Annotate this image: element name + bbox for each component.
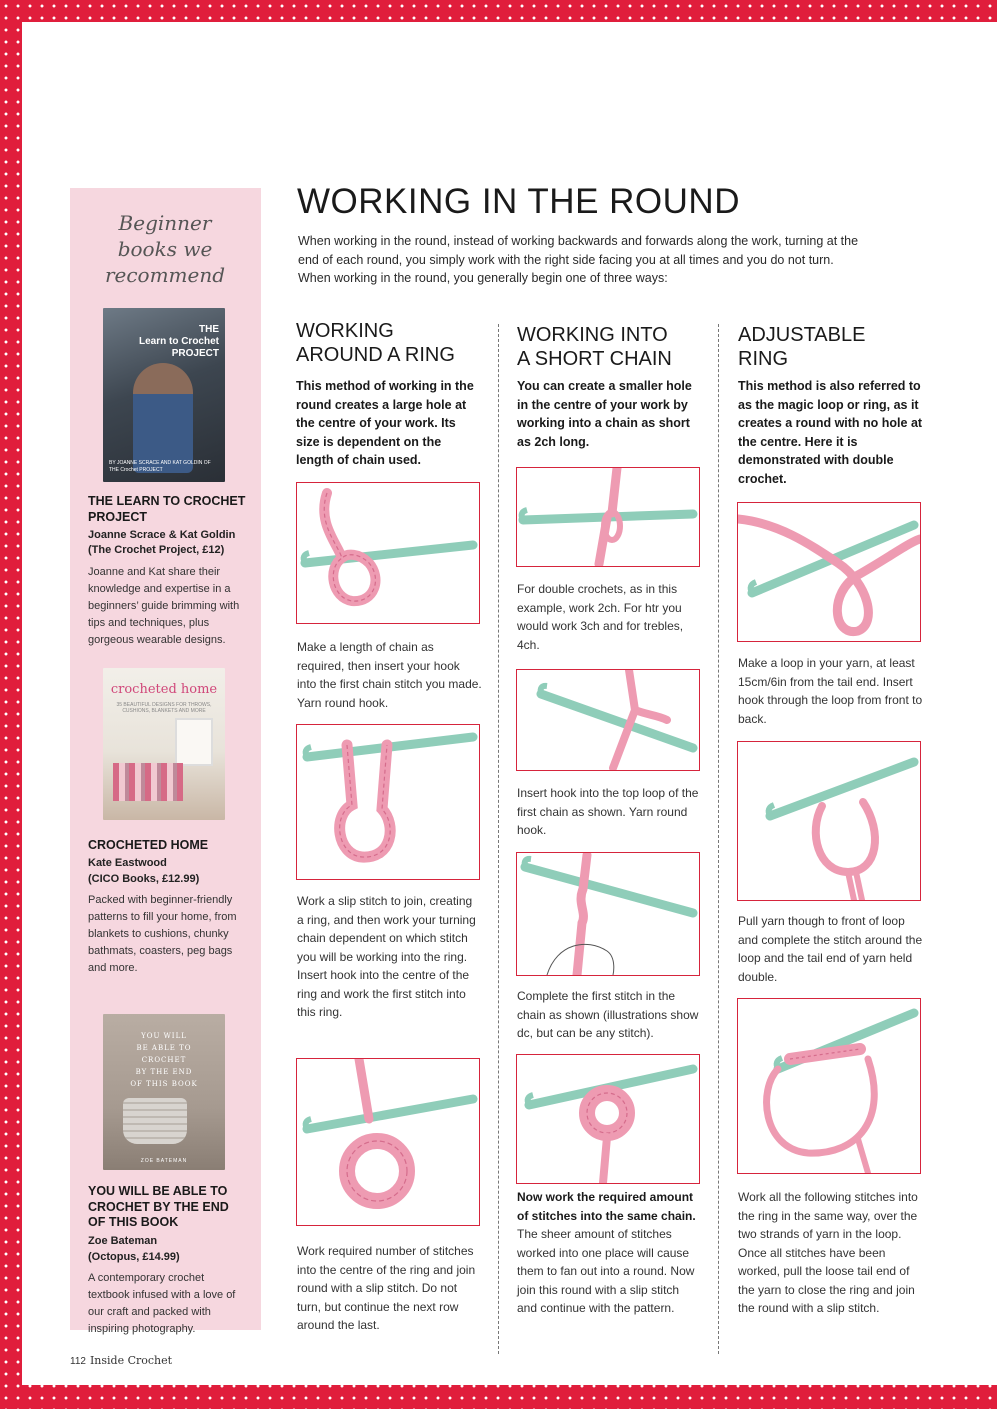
book-description: Joanne and Kat share their knowledge and expertise in a beginners’ guide brimming with tips and techniques, plus gorgeous wearable designs. (88, 566, 240, 646)
illustration-svg (517, 1055, 699, 1183)
column-heading-around-ring: WORKING AROUND A RING (296, 320, 455, 366)
step-caption (517, 1188, 702, 1318)
illustration-svg (517, 853, 699, 975)
book-publisher: (Octopus, £14.99) (88, 1251, 180, 1263)
column-heading-short-chain: WORKING INTO A SHORT CHAIN (517, 324, 672, 370)
page-title: WORKING IN THE ROUND (297, 182, 740, 221)
book-cover-you-will-be-able (103, 1014, 225, 1170)
cover-photo-basket (123, 1098, 187, 1144)
book-author: Joanne Scrace & Kat Goldin (88, 529, 236, 541)
step-caption: Complete the first stitch in the chain as shown (illustrations show dc, but can be any stitch). (517, 989, 699, 1040)
magazine-name: Inside Crochet (89, 1354, 173, 1367)
step-caption-cont: worked into one place will cause them to fan out into a round. Now join this round with a slip stitch and continue with the pattern. (517, 1245, 695, 1315)
illustration-chain-hook (296, 482, 480, 624)
illustration-ring-stitches (296, 1058, 480, 1226)
illustration-svg (297, 725, 479, 879)
illustration-svg (297, 483, 479, 623)
cover-title: crocheted home (110, 682, 218, 697)
illustration-make-loop (737, 502, 921, 642)
book-recommendations-sidebar (70, 188, 261, 1335)
step-caption: Work all the following stitches into the ring in the same way, over the two strands of yarn in the loop. Once all stitches have been worked, pull the loose tail end of the yarn to close the ring and join the round with a slip stitch. (738, 1190, 918, 1315)
book-description: Packed with beginner-friendly patterns to fill your home, from blankets to cushions, chunky bathmats, coasters, peg bags and more. (88, 894, 237, 974)
book-cover-learn-to-crochet (103, 308, 225, 482)
cover-title: YOU WILL BE ABLE TO CROCHET BY THE END OF THIS BOOK (130, 1032, 198, 1088)
intro-paragraph: When working in the round, instead of working backwards and forwards along the work, turning at the end of each round, you simply work with the right side facing you at all times and you do not turn. When working in the round, you generally begin one of three ways: (298, 234, 859, 285)
step-caption: Insert hook into the top loop of the first chain as shown. Yarn round hook. (517, 786, 699, 837)
column-lead: This method of working in the round creates a large hole at the centre of your work. Its size is dependent on the length of chain used. (296, 379, 474, 467)
magazine-page (22, 22, 997, 1385)
cover-author: ZOE BATEMAN (140, 1158, 188, 1164)
column-divider (498, 324, 499, 1354)
column-lead: This method is also referred to as the magic loop or ring, as it creates a round with no hole at the centre. Here it is demonstrated with double crochet. (738, 379, 923, 486)
step-caption: Make a length of chain as required, then insert your hook into the first chain stitch you made. Yarn round hook. (297, 640, 482, 710)
cover-photo-person (133, 363, 193, 473)
illustration-svg (738, 999, 920, 1173)
illustration-svg (517, 468, 699, 566)
illustration-short-chain (516, 467, 700, 567)
illustration-close-ring (737, 998, 921, 1174)
book-title: YOU WILL BE ABLE TO CROCHET BY THE END OF THIS BOOK (88, 1184, 229, 1229)
illustration-svg (738, 742, 920, 900)
illustration-svg (297, 1059, 479, 1225)
book-publisher: (CICO Books, £12.99) (88, 873, 200, 885)
step-caption-bold: Now work the required amount of stitches into the same chain. (517, 1190, 696, 1223)
cover-photo-bed (113, 763, 183, 801)
illustration-svg (517, 670, 699, 770)
book-author: Kate Eastwood (88, 857, 167, 869)
book-title: THE LEARN TO CROCHET PROJECT (88, 494, 246, 524)
page-footer (70, 1354, 172, 1367)
cover-subtitle: BY JOANNE SCRACE AND KAT GOLDIN OF THE Crochet PROJECT (109, 460, 211, 473)
page-number: 112 (70, 1356, 86, 1367)
illustration-pull-through (737, 741, 921, 901)
cover-title: THE Learn to Crochet PROJECT (138, 324, 219, 359)
step-caption: Work a slip stitch to join, creating a ring, and then work your turning chain dependent on which stitch you will be working into the ring. Insert hook into the centre of the ring and work the first stitch into this ring. (297, 894, 476, 1019)
step-caption: For double crochets, as in this example, work 2ch. For htr you would work 3ch and for trebles, 4ch. (517, 582, 684, 652)
column-lead: You can create a smaller hole in the centre of your work by working into a chain as short as 2ch long. (517, 379, 692, 449)
illustration-first-stitch (516, 852, 700, 976)
illustration-slip-stitch-ring (296, 724, 480, 880)
illustration-svg (738, 503, 920, 641)
step-caption-rest: The sheer amount of stitches (517, 1227, 672, 1241)
column-divider (718, 324, 719, 1354)
cover-subtitle: 35 BEAUTIFUL DESIGNS FOR THROWS, CUSHIONS, BLANKETS AND MORE (116, 702, 212, 714)
book-title: CROCHETED HOME (88, 838, 209, 852)
illustration-fanned-round (516, 1054, 700, 1184)
sidebar-title: Beginner books we recommend (104, 211, 226, 287)
book-author: Zoe Bateman (88, 1235, 158, 1247)
book-cover-crocheted-home (103, 668, 225, 820)
column-heading-adjustable-ring: ADJUSTABLE RING (738, 324, 866, 370)
book-description: A contemporary crochet textbook infused with a love of our craft and packed with inspiring photography. (88, 1272, 236, 1335)
book-publisher: (The Crochet Project, £12) (88, 544, 225, 556)
step-caption: Work required number of stitches into the centre of the ring and join round with a slip stitch. Do not turn, but continue the next row around the last. (297, 1244, 476, 1332)
cover-photo-window (175, 718, 213, 766)
illustration-insert-hook (516, 669, 700, 771)
step-caption: Pull yarn though to front of loop and complete the stitch around the loop and the tail end of yarn held double. (738, 914, 923, 984)
step-caption: Make a loop in your yarn, at least 15cm/6in from the tail end. Insert hook through the loop from front to back. (738, 656, 923, 726)
